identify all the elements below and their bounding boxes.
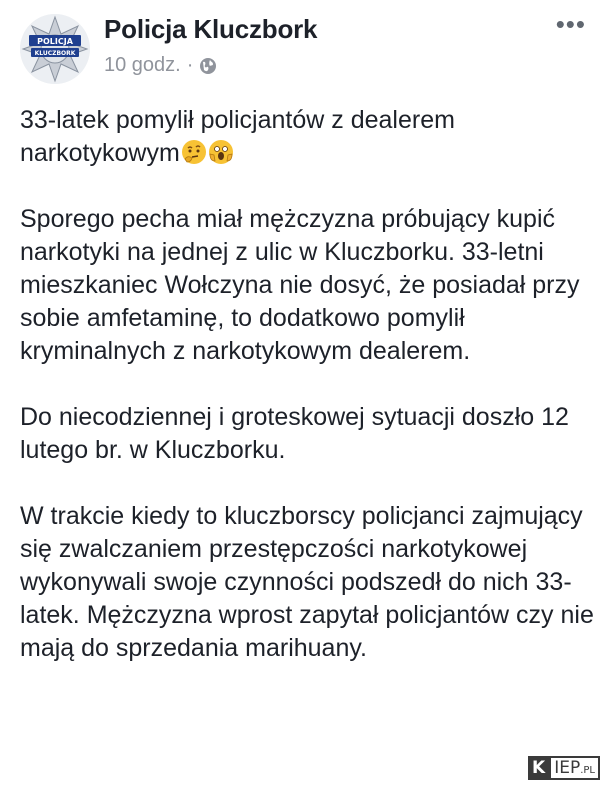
post-body bbox=[20, 104, 600, 665]
more-options-button[interactable]: ••• bbox=[555, 9, 586, 39]
post-meta bbox=[104, 54, 217, 77]
meta-separator: · bbox=[186, 54, 194, 76]
avatar-badge-bottom: KLUCZBORK bbox=[34, 50, 76, 57]
globe-icon[interactable] bbox=[199, 57, 217, 75]
police-star-logo bbox=[20, 14, 90, 84]
post-title: 33-latek pomylił policjantów z dealerem narkotykowym bbox=[20, 106, 455, 167]
thinking-face-emoji bbox=[181, 139, 207, 165]
avatar-badge-top: POLICJA bbox=[37, 37, 73, 46]
watermark-rest: IEP bbox=[554, 758, 581, 778]
watermark-text bbox=[549, 756, 600, 780]
watermark-letter: K bbox=[528, 756, 549, 780]
post-paragraph-1: Sporego pecha miał mężczyzna próbujący kupić narkotyki na jednej z ulic w Kluczborku. 33-letni mieszkaniec Wołczyna nie dosyć, że posiadał przy sobie amfetaminę, to dodatkowo pomylił kryminalnych z narkotykowym dealerem. bbox=[20, 205, 580, 365]
watermark-suffix: .PL bbox=[580, 765, 595, 776]
screaming-face-emoji bbox=[208, 139, 234, 165]
post-paragraph-2: Do niecodziennej i groteskowej sytuacji doszło 12 lutego br. w Kluczborku. bbox=[20, 403, 569, 464]
post-paragraph-3: W trakcie kiedy to kluczborscy policjanci zajmujący się zwalczaniem przestępczości narkotykowej wykonywali swoje czynności podszedł do nich 33-latek. Mężczyzna wprost zapytał policjantów czy nie mają do sprzedania marihuany. bbox=[20, 502, 594, 662]
page-name-link[interactable]: Policja Kluczbork bbox=[104, 14, 318, 44]
post-title-paragraph bbox=[20, 104, 600, 170]
post-header bbox=[0, 0, 610, 90]
avatar[interactable] bbox=[20, 14, 90, 84]
kiep-watermark bbox=[528, 756, 600, 780]
post-timestamp[interactable]: 10 godz. bbox=[104, 54, 181, 76]
